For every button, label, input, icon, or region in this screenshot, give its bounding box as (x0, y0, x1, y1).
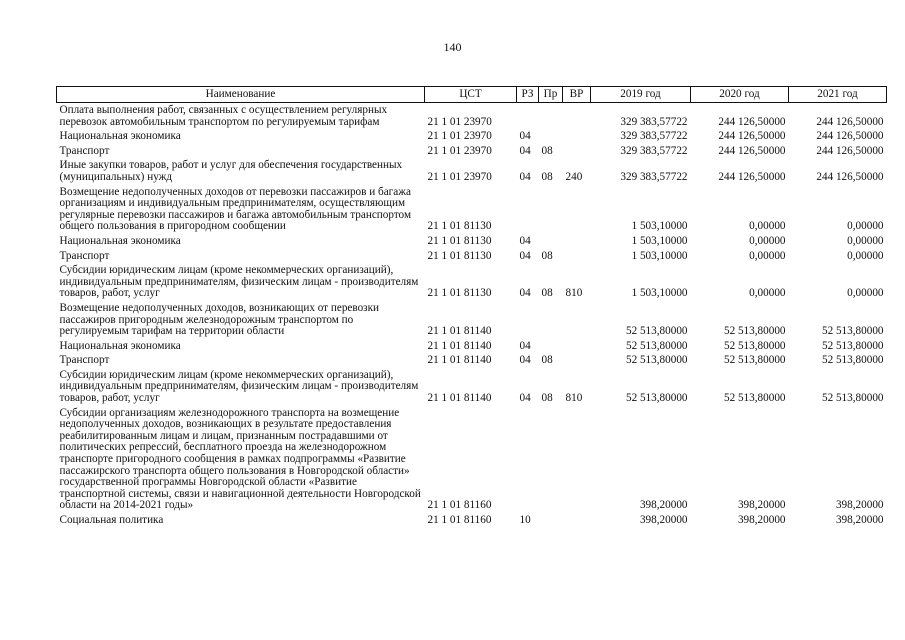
cell-rz: 04 (519, 287, 531, 300)
cell-rz: 10 (519, 514, 531, 526)
cell-vr: 810 (565, 392, 583, 405)
cell-cst: 21 1 01 81130 (427, 234, 492, 247)
cell-2021: 398,20000 (835, 514, 884, 526)
row-name-text: Субсидии юридическим лицам (кроме некоммерческих организаций), индивидуальным предпринимателям, физическим лицам - производителям товаров, работ, услуг (59, 368, 419, 405)
cell-rz (517, 185, 539, 234)
cell-cst: 21 1 01 81140 (427, 339, 492, 352)
cell-2020: 52 513,80000 (723, 339, 786, 352)
cell-vr (563, 144, 591, 159)
cell-2019: 52 513,80000 (625, 392, 688, 405)
header-name: Наименование (57, 87, 425, 103)
row-name-text: Социальная политика (59, 514, 164, 526)
cell-name (57, 129, 425, 144)
cell-name (57, 249, 425, 264)
cell-rz (517, 103, 539, 130)
cell-2020: 398,20000 (737, 514, 786, 526)
table-header-row (57, 87, 887, 103)
cell-rz: 04 (519, 354, 531, 367)
cell-2019: 398,20000 (639, 514, 688, 526)
budget-table (56, 86, 887, 528)
cell-2021: 0,00000 (847, 220, 884, 233)
cell-cst: 21 1 01 81140 (427, 354, 492, 367)
cell-2019: 329 383,57722 (620, 170, 688, 183)
table-row (57, 353, 887, 368)
cell-cst: 21 1 01 81130 (427, 220, 492, 233)
cell-cst: 21 1 01 81140 (427, 325, 492, 338)
cell-2020: 244 126,50000 (718, 130, 786, 143)
row-name-text: Оплата выполнения работ, связанных с осуществлением регулярных перевозок автомобильным транспортом по регулируемым тарифам (59, 104, 388, 128)
cell-pr (539, 129, 563, 144)
header-2020: 2020 год (691, 87, 789, 103)
cell-cst: 21 1 01 81160 (427, 499, 492, 512)
cell-name (57, 185, 425, 234)
cell-2019: 398,20000 (639, 499, 688, 512)
cell-2021: 52 513,80000 (821, 354, 884, 367)
cell-2020: 52 513,80000 (723, 354, 786, 367)
cell-pr (539, 339, 563, 354)
table-row (57, 144, 887, 159)
cell-2021: 244 126,50000 (816, 144, 884, 157)
cell-name (57, 263, 425, 301)
cell-2019: 329 383,57722 (620, 115, 688, 128)
cell-name (57, 513, 425, 528)
cell-2021: 244 126,50000 (816, 170, 884, 183)
cell-2021: 52 513,80000 (821, 339, 884, 352)
cell-2019: 1 503,10000 (631, 220, 688, 233)
cell-vr (563, 234, 591, 249)
cell-2021: 0,00000 (847, 234, 884, 247)
cell-pr (539, 234, 563, 249)
table-body (57, 103, 887, 528)
row-name-text: Возмещение недополученных доходов, возникающих от перевозки пассажиров пригородным железнодорожным транспортом по регулируемым тарифам на территории области (59, 301, 380, 338)
row-name-text: Национальная экономика (59, 339, 181, 352)
cell-rz: 04 (519, 234, 531, 247)
cell-pr: 08 (541, 392, 553, 405)
cell-name (57, 406, 425, 513)
cell-2019: 1 503,10000 (631, 249, 688, 262)
cell-2020: 0,00000 (749, 249, 786, 262)
cell-pr: 08 (541, 170, 553, 183)
page-number: 140 (443, 40, 462, 54)
cell-name (57, 234, 425, 249)
cell-name (57, 368, 425, 406)
cell-rz: 04 (519, 144, 531, 157)
cell-2021: 244 126,50000 (816, 130, 884, 143)
cell-cst: 21 1 01 81130 (427, 249, 492, 262)
cell-vr (563, 406, 591, 513)
cell-2021: 0,00000 (847, 249, 884, 262)
cell-2019: 52 513,80000 (625, 325, 688, 338)
cell-pr: 08 (541, 354, 553, 367)
cell-2021: 398,20000 (835, 499, 884, 512)
cell-pr (539, 406, 563, 513)
cell-cst: 21 1 01 81160 (427, 514, 492, 526)
table-row (57, 339, 887, 354)
cell-rz: 04 (519, 170, 531, 183)
row-name-text: Транспорт (59, 144, 110, 157)
cell-pr (539, 185, 563, 234)
cell-2019: 329 383,57722 (620, 130, 688, 143)
cell-rz (517, 301, 539, 339)
cell-pr: 08 (541, 144, 553, 157)
cell-pr: 08 (541, 249, 553, 262)
cell-pr (539, 103, 563, 130)
cell-name (57, 301, 425, 339)
row-name-text: Транспорт (59, 249, 110, 262)
cell-name (57, 158, 425, 184)
cell-name (57, 339, 425, 354)
header-rz: РЗ (517, 87, 539, 103)
table-row (57, 301, 887, 339)
cell-name (57, 353, 425, 368)
cell-vr (563, 339, 591, 354)
table-row (57, 249, 887, 264)
table-row (57, 263, 887, 301)
cell-pr: 08 (541, 287, 553, 300)
row-name-text: Транспорт (59, 354, 110, 367)
cell-vr (563, 249, 591, 264)
cell-cst: 21 1 01 81130 (427, 287, 492, 300)
header-2021: 2021 год (789, 87, 887, 103)
cell-cst: 21 1 01 23970 (427, 144, 492, 157)
cell-pr (539, 513, 563, 528)
cell-2020: 0,00000 (749, 287, 786, 300)
table-row (57, 158, 887, 184)
cell-2021: 52 513,80000 (821, 392, 884, 405)
cell-vr (563, 301, 591, 339)
cell-vr (563, 103, 591, 130)
cell-2021: 0,00000 (847, 287, 884, 300)
cell-cst: 21 1 01 81140 (427, 392, 492, 405)
cell-2020: 244 126,50000 (718, 170, 786, 183)
cell-2020: 0,00000 (749, 234, 786, 247)
cell-vr (563, 129, 591, 144)
cell-vr (563, 513, 591, 528)
cell-2019: 329 383,57722 (620, 144, 688, 157)
cell-rz: 04 (519, 130, 531, 143)
cell-2020: 52 513,80000 (723, 392, 786, 405)
cell-vr: 810 (565, 287, 583, 300)
header-2019: 2019 год (591, 87, 691, 103)
cell-vr (563, 185, 591, 234)
cell-2019: 52 513,80000 (625, 339, 688, 352)
cell-cst: 21 1 01 23970 (427, 130, 492, 143)
table-row (57, 368, 887, 406)
header-cst: ЦСТ (425, 87, 517, 103)
cell-2020: 0,00000 (749, 220, 786, 233)
table-row (57, 103, 887, 130)
header-vr: ВР (563, 87, 591, 103)
header-pr: Пр (539, 87, 563, 103)
cell-vr: 240 (565, 170, 583, 183)
cell-2020: 244 126,50000 (718, 115, 786, 128)
row-name-text: Субсидии организациям железнодорожного транспорта на возмещение недополученных доходов, возникающих в результате предоставления реабилитированным лицам и лицам, признанным пострадавшими от политических репрессий, бесплатного проезда на железнодорожном транспорте пригородного сообщения в рамках подпрограммы «Развитие пассажирского транспорта общего пользования в Новгородской области» государственной программы Новгородской области «Развитие транспортной системы, связи и навигационной деятельности Новгородской области на 2014-2021 годы» (59, 406, 421, 512)
cell-2019: 1 503,10000 (631, 287, 688, 300)
cell-rz: 04 (519, 392, 531, 405)
cell-cst: 21 1 01 23970 (427, 115, 492, 128)
cell-2020: 52 513,80000 (723, 325, 786, 338)
row-name-text: Субсидии юридическим лицам (кроме некоммерческих организаций), индивидуальным предпринимателям, физическим лицам - производителям товаров, работ, услуг (59, 264, 419, 300)
row-name-text: Национальная экономика (59, 234, 181, 247)
cell-2021: 244 126,50000 (816, 115, 884, 128)
cell-name (57, 103, 425, 130)
cell-rz: 04 (519, 249, 531, 262)
cell-2019: 52 513,80000 (625, 354, 688, 367)
cell-rz (517, 406, 539, 513)
cell-2019: 1 503,10000 (631, 234, 688, 247)
cell-rz: 04 (519, 339, 531, 352)
row-name-text: Национальная экономика (59, 130, 181, 143)
cell-2021: 52 513,80000 (821, 325, 884, 338)
cell-vr (563, 353, 591, 368)
cell-cst: 21 1 01 23970 (427, 170, 492, 183)
row-name-text: Иные закупки товаров, работ и услуг для обеспечения государственных (муниципальных) нужд (59, 159, 403, 183)
cell-name (57, 144, 425, 159)
table-row (57, 185, 887, 234)
row-name-text: Возмещение недополученных доходов от перевозки пассажиров и багажа организациям и индивидуальным предпринимателям, осуществляющим регулярные перевозки пассажиров и багажа автомобильным транспортом общего пользования в пригородном сообщении (59, 185, 412, 233)
cell-2020: 244 126,50000 (718, 144, 786, 157)
table-row (57, 234, 887, 249)
table-row (57, 513, 887, 528)
cell-2020: 398,20000 (737, 499, 786, 512)
table-row (57, 406, 887, 513)
cell-pr (539, 301, 563, 339)
table-row (57, 129, 887, 144)
